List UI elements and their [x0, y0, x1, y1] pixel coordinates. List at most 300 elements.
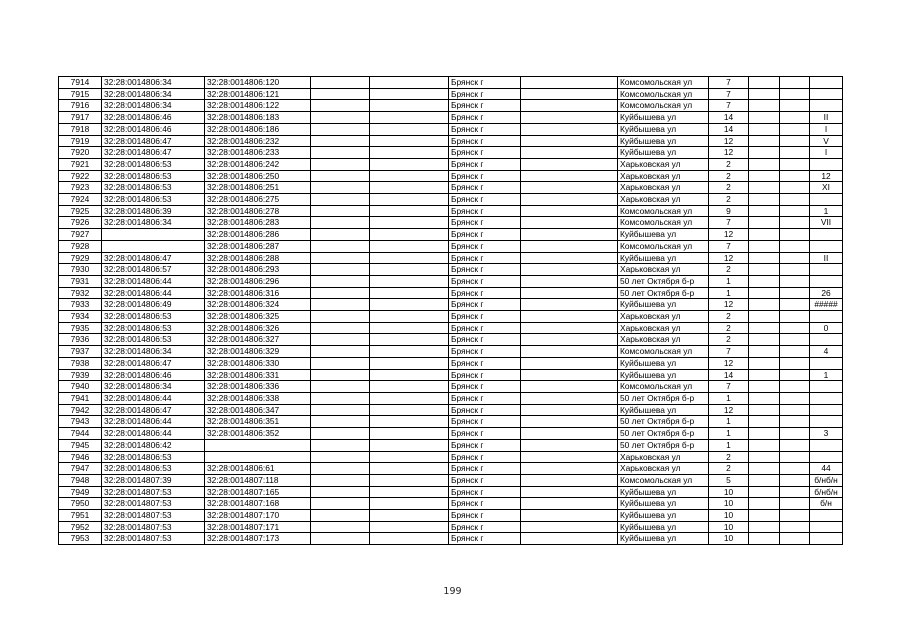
- blank-cell-cell: [749, 369, 780, 381]
- record-number-cell: 7951: [59, 510, 102, 522]
- blank-cell-cell: [370, 194, 449, 206]
- blank-cell-cell: [370, 369, 449, 381]
- blank-cell-cell: [311, 264, 370, 276]
- street-cell: Куйбышева ул: [618, 510, 709, 522]
- blank-cell-cell: [521, 510, 618, 522]
- blank-cell-cell: [749, 404, 780, 416]
- house-number-cell: 1: [709, 416, 749, 428]
- parcel-cadastral-number-cell: 32:28:0014806:49: [102, 299, 205, 311]
- blank-cell-cell: [521, 346, 618, 358]
- blank-cell-cell: [749, 439, 780, 451]
- object-cadastral-number-cell: 32:28:0014806:120: [205, 77, 311, 89]
- record-number-cell: 7924: [59, 194, 102, 206]
- table-row: [59, 404, 843, 416]
- table-row: [59, 264, 843, 276]
- blank-cell-cell: [311, 322, 370, 334]
- blank-cell-cell: [311, 474, 370, 486]
- blank-cell-cell: [370, 88, 449, 100]
- record-number-cell: 7920: [59, 147, 102, 159]
- house-number-cell: 12: [709, 252, 749, 264]
- street-cell: Харьковская ул: [618, 264, 709, 276]
- object-cadastral-number-cell: 32:28:0014806:324: [205, 299, 311, 311]
- blank-cell-cell: [780, 357, 810, 369]
- blank-cell-cell: [311, 77, 370, 89]
- city-cell: Брянск г: [449, 311, 521, 323]
- blank-cell-cell: [749, 123, 780, 135]
- unit-number-cell: 4: [810, 346, 843, 358]
- page-number: 199: [443, 586, 462, 597]
- table-row: [59, 463, 843, 475]
- unit-number-cell: I: [810, 123, 843, 135]
- house-number-cell: 1: [709, 428, 749, 440]
- city-cell: Брянск г: [449, 194, 521, 206]
- blank-cell-cell: [749, 474, 780, 486]
- street-cell: Куйбышева ул: [618, 252, 709, 264]
- street-cell: Комсомольская ул: [618, 346, 709, 358]
- house-number-cell: 1: [709, 287, 749, 299]
- object-cadastral-number-cell: 32:28:0014806:251: [205, 182, 311, 194]
- city-cell: Брянск г: [449, 381, 521, 393]
- blank-cell-cell: [749, 229, 780, 241]
- blank-cell-cell: [780, 451, 810, 463]
- unit-number-cell: [810, 381, 843, 393]
- record-number-cell: 7925: [59, 205, 102, 217]
- street-cell: Куйбышева ул: [618, 112, 709, 124]
- blank-cell-cell: [521, 486, 618, 498]
- unit-number-cell: 1: [810, 205, 843, 217]
- blank-cell-cell: [749, 311, 780, 323]
- unit-number-cell: [810, 88, 843, 100]
- blank-cell-cell: [749, 346, 780, 358]
- table-row: [59, 416, 843, 428]
- house-number-cell: 1: [709, 439, 749, 451]
- record-number-cell: 7943: [59, 416, 102, 428]
- house-number-cell: 10: [709, 521, 749, 533]
- record-number-cell: 7945: [59, 439, 102, 451]
- blank-cell-cell: [780, 182, 810, 194]
- blank-cell-cell: [370, 264, 449, 276]
- city-cell: Брянск г: [449, 392, 521, 404]
- object-cadastral-number-cell: 32:28:0014806:330: [205, 357, 311, 369]
- blank-cell-cell: [749, 533, 780, 545]
- city-cell: Брянск г: [449, 182, 521, 194]
- blank-cell-cell: [749, 88, 780, 100]
- city-cell: Брянск г: [449, 147, 521, 159]
- parcel-cadastral-number-cell: 32:28:0014806:34: [102, 100, 205, 112]
- table-row: [59, 100, 843, 112]
- city-cell: Брянск г: [449, 474, 521, 486]
- parcel-cadastral-number-cell: 32:28:0014807:53: [102, 486, 205, 498]
- city-cell: Брянск г: [449, 416, 521, 428]
- table-row: [59, 287, 843, 299]
- city-cell: Брянск г: [449, 217, 521, 229]
- blank-cell-cell: [749, 217, 780, 229]
- blank-cell-cell: [521, 498, 618, 510]
- house-number-cell: 7: [709, 217, 749, 229]
- blank-cell-cell: [370, 416, 449, 428]
- record-number-cell: 7939: [59, 369, 102, 381]
- blank-cell-cell: [370, 533, 449, 545]
- blank-cell-cell: [521, 322, 618, 334]
- blank-cell-cell: [521, 428, 618, 440]
- street-cell: Куйбышева ул: [618, 357, 709, 369]
- blank-cell-cell: [780, 77, 810, 89]
- house-number-cell: 2: [709, 194, 749, 206]
- table-row: [59, 229, 843, 241]
- record-number-cell: 7914: [59, 77, 102, 89]
- record-number-cell: 7923: [59, 182, 102, 194]
- table-row: [59, 346, 843, 358]
- blank-cell-cell: [521, 381, 618, 393]
- parcel-cadastral-number-cell: 32:28:0014806:53: [102, 322, 205, 334]
- parcel-cadastral-number-cell: 32:28:0014806:47: [102, 404, 205, 416]
- blank-cell-cell: [521, 123, 618, 135]
- blank-cell-cell: [370, 334, 449, 346]
- table-body: [59, 77, 843, 545]
- parcel-cadastral-number-cell: 32:28:0014806:47: [102, 147, 205, 159]
- blank-cell-cell: [780, 194, 810, 206]
- house-number-cell: 2: [709, 451, 749, 463]
- blank-cell-cell: [780, 252, 810, 264]
- unit-number-cell: [810, 439, 843, 451]
- parcel-cadastral-number-cell: 32:28:0014806:34: [102, 88, 205, 100]
- blank-cell-cell: [311, 147, 370, 159]
- record-number-cell: 7919: [59, 135, 102, 147]
- blank-cell-cell: [311, 521, 370, 533]
- blank-cell-cell: [370, 510, 449, 522]
- unit-number-cell: [810, 275, 843, 287]
- blank-cell-cell: [370, 428, 449, 440]
- blank-cell-cell: [749, 486, 780, 498]
- unit-number-cell: #####: [810, 299, 843, 311]
- blank-cell-cell: [521, 217, 618, 229]
- blank-cell-cell: [521, 77, 618, 89]
- street-cell: Куйбышева ул: [618, 369, 709, 381]
- street-cell: Комсомольская ул: [618, 205, 709, 217]
- record-number-cell: 7938: [59, 357, 102, 369]
- unit-number-cell: [810, 416, 843, 428]
- blank-cell-cell: [780, 381, 810, 393]
- parcel-cadastral-number-cell: 32:28:0014806:47: [102, 252, 205, 264]
- house-number-cell: 2: [709, 170, 749, 182]
- blank-cell-cell: [311, 123, 370, 135]
- unit-number-cell: [810, 357, 843, 369]
- unit-number-cell: VII: [810, 217, 843, 229]
- blank-cell-cell: [749, 299, 780, 311]
- house-number-cell: 2: [709, 264, 749, 276]
- blank-cell-cell: [749, 463, 780, 475]
- blank-cell-cell: [311, 252, 370, 264]
- blank-cell-cell: [370, 252, 449, 264]
- object-cadastral-number-cell: 32:28:0014806:233: [205, 147, 311, 159]
- object-cadastral-number-cell: 32:28:0014806:287: [205, 240, 311, 252]
- street-cell: Куйбышева ул: [618, 123, 709, 135]
- record-number-cell: 7926: [59, 217, 102, 229]
- street-cell: Куйбышева ул: [618, 521, 709, 533]
- object-cadastral-number-cell: 32:28:0014806:286: [205, 229, 311, 241]
- city-cell: Брянск г: [449, 533, 521, 545]
- record-number-cell: 7927: [59, 229, 102, 241]
- record-number-cell: 7946: [59, 451, 102, 463]
- parcel-cadastral-number-cell: 32:28:0014806:53: [102, 311, 205, 323]
- street-cell: Куйбышева ул: [618, 498, 709, 510]
- parcel-cadastral-number-cell: 32:28:0014806:34: [102, 346, 205, 358]
- object-cadastral-number-cell: 32:28:0014807:118: [205, 474, 311, 486]
- blank-cell-cell: [780, 264, 810, 276]
- city-cell: Брянск г: [449, 346, 521, 358]
- blank-cell-cell: [311, 299, 370, 311]
- table-row: [59, 135, 843, 147]
- blank-cell-cell: [311, 463, 370, 475]
- table-row: [59, 322, 843, 334]
- parcel-cadastral-number-cell: 32:28:0014806:53: [102, 170, 205, 182]
- unit-number-cell: [810, 311, 843, 323]
- unit-number-cell: б/нб/н: [810, 486, 843, 498]
- city-cell: Брянск г: [449, 299, 521, 311]
- house-number-cell: 7: [709, 381, 749, 393]
- blank-cell-cell: [370, 217, 449, 229]
- blank-cell-cell: [749, 182, 780, 194]
- blank-cell-cell: [311, 381, 370, 393]
- street-cell: 50 лет Октября б-р: [618, 439, 709, 451]
- parcel-cadastral-number-cell: 32:28:0014807:53: [102, 521, 205, 533]
- blank-cell-cell: [311, 170, 370, 182]
- blank-cell-cell: [780, 498, 810, 510]
- blank-cell-cell: [311, 112, 370, 124]
- street-cell: Харьковская ул: [618, 451, 709, 463]
- blank-cell-cell: [311, 486, 370, 498]
- unit-number-cell: [810, 194, 843, 206]
- street-cell: Харьковская ул: [618, 170, 709, 182]
- blank-cell-cell: [521, 299, 618, 311]
- blank-cell-cell: [311, 135, 370, 147]
- street-cell: Куйбышева ул: [618, 299, 709, 311]
- table-row: [59, 357, 843, 369]
- object-cadastral-number-cell: 32:28:0014806:325: [205, 311, 311, 323]
- blank-cell-cell: [780, 229, 810, 241]
- blank-cell-cell: [780, 404, 810, 416]
- blank-cell-cell: [521, 369, 618, 381]
- record-number-cell: 7942: [59, 404, 102, 416]
- blank-cell-cell: [749, 240, 780, 252]
- blank-cell-cell: [780, 322, 810, 334]
- parcel-cadastral-number-cell: 32:28:0014807:53: [102, 510, 205, 522]
- blank-cell-cell: [521, 533, 618, 545]
- blank-cell-cell: [311, 158, 370, 170]
- object-cadastral-number-cell: 32:28:0014806:326: [205, 322, 311, 334]
- blank-cell-cell: [370, 392, 449, 404]
- blank-cell-cell: [521, 182, 618, 194]
- blank-cell-cell: [780, 334, 810, 346]
- object-cadastral-number-cell: 32:28:0014807:168: [205, 498, 311, 510]
- object-cadastral-number-cell: 32:28:0014806:347: [205, 404, 311, 416]
- blank-cell-cell: [521, 264, 618, 276]
- blank-cell-cell: [749, 252, 780, 264]
- parcel-cadastral-number-cell: 32:28:0014806:44: [102, 416, 205, 428]
- blank-cell-cell: [780, 510, 810, 522]
- blank-cell-cell: [370, 170, 449, 182]
- house-number-cell: 12: [709, 404, 749, 416]
- house-number-cell: 2: [709, 182, 749, 194]
- blank-cell-cell: [521, 404, 618, 416]
- object-cadastral-number-cell: [205, 439, 311, 451]
- table-row: [59, 170, 843, 182]
- city-cell: Брянск г: [449, 170, 521, 182]
- blank-cell-cell: [311, 404, 370, 416]
- blank-cell-cell: [749, 112, 780, 124]
- blank-cell-cell: [521, 170, 618, 182]
- blank-cell-cell: [749, 428, 780, 440]
- blank-cell-cell: [749, 135, 780, 147]
- record-number-cell: 7931: [59, 275, 102, 287]
- blank-cell-cell: [370, 205, 449, 217]
- city-cell: Брянск г: [449, 498, 521, 510]
- blank-cell-cell: [780, 275, 810, 287]
- street-cell: Комсомольская ул: [618, 381, 709, 393]
- parcel-cadastral-number-cell: [102, 240, 205, 252]
- blank-cell-cell: [370, 275, 449, 287]
- blank-cell-cell: [749, 451, 780, 463]
- house-number-cell: 1: [709, 392, 749, 404]
- unit-number-cell: 1: [810, 369, 843, 381]
- table-row: [59, 486, 843, 498]
- blank-cell-cell: [370, 182, 449, 194]
- blank-cell-cell: [311, 194, 370, 206]
- blank-cell-cell: [521, 357, 618, 369]
- street-cell: 50 лет Октября б-р: [618, 392, 709, 404]
- street-cell: Куйбышева ул: [618, 135, 709, 147]
- house-number-cell: 12: [709, 135, 749, 147]
- street-cell: Харьковская ул: [618, 182, 709, 194]
- unit-number-cell: [810, 392, 843, 404]
- object-cadastral-number-cell: 32:28:0014806:242: [205, 158, 311, 170]
- blank-cell-cell: [749, 357, 780, 369]
- street-cell: Комсомольская ул: [618, 77, 709, 89]
- unit-number-cell: [810, 404, 843, 416]
- object-cadastral-number-cell: 32:28:0014806:61: [205, 463, 311, 475]
- unit-number-cell: б/н: [810, 498, 843, 510]
- blank-cell-cell: [370, 112, 449, 124]
- table-row: [59, 299, 843, 311]
- unit-number-cell: [810, 510, 843, 522]
- blank-cell-cell: [370, 240, 449, 252]
- blank-cell-cell: [521, 252, 618, 264]
- parcel-cadastral-number-cell: 32:28:0014806:44: [102, 392, 205, 404]
- record-number-cell: 7935: [59, 322, 102, 334]
- city-cell: Брянск г: [449, 112, 521, 124]
- city-cell: Брянск г: [449, 451, 521, 463]
- unit-number-cell: б/нб/н: [810, 474, 843, 486]
- blank-cell-cell: [521, 194, 618, 206]
- blank-cell-cell: [780, 170, 810, 182]
- unit-number-cell: 12: [810, 170, 843, 182]
- record-number-cell: 7953: [59, 533, 102, 545]
- house-number-cell: 9: [709, 205, 749, 217]
- house-number-cell: 7: [709, 77, 749, 89]
- unit-number-cell: [810, 100, 843, 112]
- blank-cell-cell: [311, 240, 370, 252]
- blank-cell-cell: [749, 77, 780, 89]
- blank-cell-cell: [311, 392, 370, 404]
- blank-cell-cell: [311, 428, 370, 440]
- object-cadastral-number-cell: 32:28:0014807:170: [205, 510, 311, 522]
- street-cell: Комсомольская ул: [618, 88, 709, 100]
- blank-cell-cell: [370, 311, 449, 323]
- table-row: [59, 240, 843, 252]
- blank-cell-cell: [370, 135, 449, 147]
- house-number-cell: 10: [709, 498, 749, 510]
- blank-cell-cell: [749, 416, 780, 428]
- blank-cell-cell: [370, 123, 449, 135]
- house-number-cell: 2: [709, 311, 749, 323]
- unit-number-cell: [810, 240, 843, 252]
- city-cell: Брянск г: [449, 428, 521, 440]
- blank-cell-cell: [780, 439, 810, 451]
- table-row: [59, 217, 843, 229]
- blank-cell-cell: [370, 100, 449, 112]
- blank-cell-cell: [311, 275, 370, 287]
- table-row: [59, 381, 843, 393]
- street-cell: Комсомольская ул: [618, 474, 709, 486]
- object-cadastral-number-cell: 32:28:0014806:327: [205, 334, 311, 346]
- city-cell: Брянск г: [449, 463, 521, 475]
- unit-number-cell: II: [810, 112, 843, 124]
- blank-cell-cell: [370, 381, 449, 393]
- blank-cell-cell: [521, 392, 618, 404]
- unit-number-cell: [810, 533, 843, 545]
- blank-cell-cell: [521, 229, 618, 241]
- blank-cell-cell: [780, 299, 810, 311]
- blank-cell-cell: [521, 147, 618, 159]
- blank-cell-cell: [780, 123, 810, 135]
- object-cadastral-number-cell: 32:28:0014807:171: [205, 521, 311, 533]
- unit-number-cell: 3: [810, 428, 843, 440]
- blank-cell-cell: [521, 135, 618, 147]
- object-cadastral-number-cell: [205, 451, 311, 463]
- blank-cell-cell: [780, 205, 810, 217]
- city-cell: Брянск г: [449, 334, 521, 346]
- table-row: [59, 182, 843, 194]
- city-cell: Брянск г: [449, 486, 521, 498]
- blank-cell-cell: [370, 299, 449, 311]
- blank-cell-cell: [311, 88, 370, 100]
- unit-number-cell: [810, 451, 843, 463]
- blank-cell-cell: [521, 275, 618, 287]
- blank-cell-cell: [370, 77, 449, 89]
- blank-cell-cell: [370, 451, 449, 463]
- table-row: [59, 392, 843, 404]
- object-cadastral-number-cell: 32:28:0014806:336: [205, 381, 311, 393]
- record-number-cell: 7918: [59, 123, 102, 135]
- object-cadastral-number-cell: 32:28:0014806:121: [205, 88, 311, 100]
- city-cell: Брянск г: [449, 264, 521, 276]
- house-number-cell: 12: [709, 299, 749, 311]
- parcel-cadastral-number-cell: 32:28:0014807:53: [102, 533, 205, 545]
- parcel-cadastral-number-cell: 32:28:0014806:47: [102, 135, 205, 147]
- city-cell: Брянск г: [449, 404, 521, 416]
- street-cell: Харьковская ул: [618, 463, 709, 475]
- blank-cell-cell: [311, 533, 370, 545]
- blank-cell-cell: [749, 275, 780, 287]
- house-number-cell: 2: [709, 463, 749, 475]
- blank-cell-cell: [370, 357, 449, 369]
- object-cadastral-number-cell: 32:28:0014806:316: [205, 287, 311, 299]
- object-cadastral-number-cell: 32:28:0014806:122: [205, 100, 311, 112]
- object-cadastral-number-cell: 32:28:0014806:232: [205, 135, 311, 147]
- table-row: [59, 533, 843, 545]
- blank-cell-cell: [370, 463, 449, 475]
- blank-cell-cell: [780, 88, 810, 100]
